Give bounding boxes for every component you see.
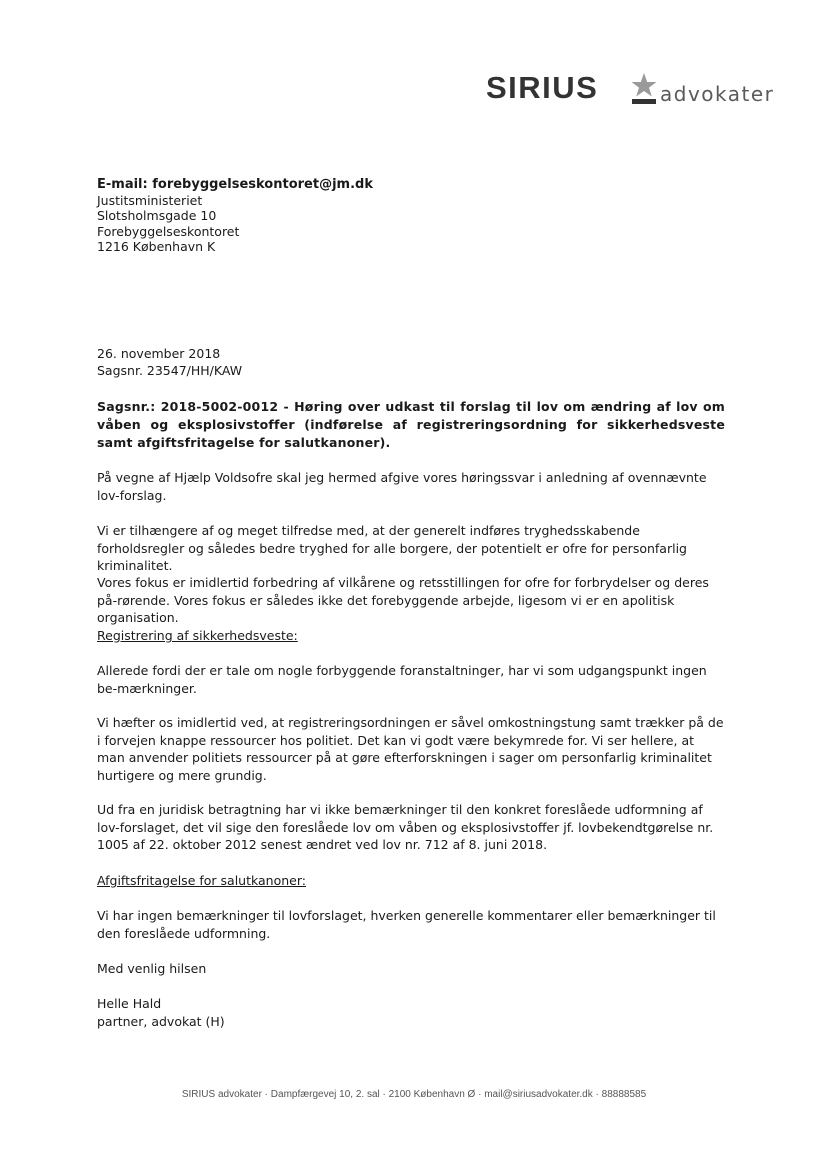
letter-subject: Sagsnr.: 2018-5002-0012 - Høring over udkast til forslag til lov om ændring af lov om våben og eksplosivstoffer (indførelse af registreringsordning for sikkerhedsveste samt afgiftsfritagelse for salutkanoner). [97, 399, 725, 450]
page-footer: SIRIUS advokater · Dampfærgevej 10, 2. sal · 2100 København Ø · mail@siriusadvokater.dk · 88888585 [181, 1089, 647, 1100]
recipient-line: Forebyggelseskontoret [97, 223, 240, 239]
recipient-line: Slotsholmsgade 10 [97, 208, 217, 223]
logo-suffix-text: advokater [660, 82, 775, 106]
logo-brand-text: SIRIUS [486, 70, 599, 105]
signature-block [97, 995, 725, 1030]
recipient-line: 1216 København K [97, 239, 216, 254]
body-paragraph: Ud fra en juridisk betragtning har vi ikke bemærkninger til den konkret foreslåede udformning af lov-forslaget, det vil sige den foreslåede lov om våben og eksplosivstoffer jf. lovbekendtgørelse nr. 1005 af 22. oktober 2012 senest ændret ved lov nr. 712 af 8. juni 2018. [97, 802, 714, 852]
body-paragraph: Vi hæfter os imidlertid ved, at registreringsordningen er såvel omkostningstung samt trækker på de i forvejen knappe ressourcer hos politiet. Det kan vi godt være bekymrede for. Vi ser hellere, at man anvender politiets ressourcer på at gøre efterforskningen i sager om personfarlig kriminalitet hurtigere og mere grundig. [97, 715, 724, 783]
letter-date: 26. november 2018 [97, 346, 221, 361]
star-over-bar-icon [628, 72, 660, 106]
letter-meta [97, 345, 725, 379]
section-heading-salute-cannons: Afgiftsfritagelse for salutkanoner: [97, 873, 306, 888]
body-paragraph: Vi er tilhængere af og meget tilfredse med, at der generelt indføres tryghedsskabende forholdsregler og således bedre tryghed for alle borgere, der potentielt er ofre for personfarlig kriminalitet. [97, 523, 687, 573]
body-paragraph: Allerede fordi der er tale om nogle forbyggende foranstaltninger, har vi som udgangspunkt ingen be-mærkninger. [97, 663, 707, 696]
signer-name: Helle Hald [97, 996, 162, 1011]
body-paragraph: Vi har ingen bemærkninger til lovforslaget, hverken generelle kommentarer eller bemærkninger til den foreslåede udformning. [97, 908, 716, 941]
recipient-address [97, 177, 725, 255]
body-paragraph: På vegne af Hjælp Voldsofre skal jeg hermed afgive vores høringssvar i anledning af ovennævnte lov-forslag. [97, 470, 707, 503]
signer-title: partner, advokat (H) [97, 1013, 225, 1029]
company-logo [486, 70, 786, 110]
recipient-line: Justitsministeriet [97, 192, 203, 208]
recipient-email: E-mail: forebyggelseskontoret@jm.dk [97, 177, 373, 192]
section-heading-registration: Registrering af sikkerhedsveste: [97, 628, 298, 643]
closing-greeting: Med venlig hilsen [97, 961, 207, 976]
case-reference: Sagsnr. 23547/HH/KAW [97, 363, 243, 378]
body-paragraph: Vores fokus er imidlertid forbedring af vilkårene og retsstillingen for ofre for forbrydelser og deres på-rørende. Vores fokus er således ikke det forebyggende arbejde, ligesom vi er en apolitisk organisation. [97, 575, 709, 625]
